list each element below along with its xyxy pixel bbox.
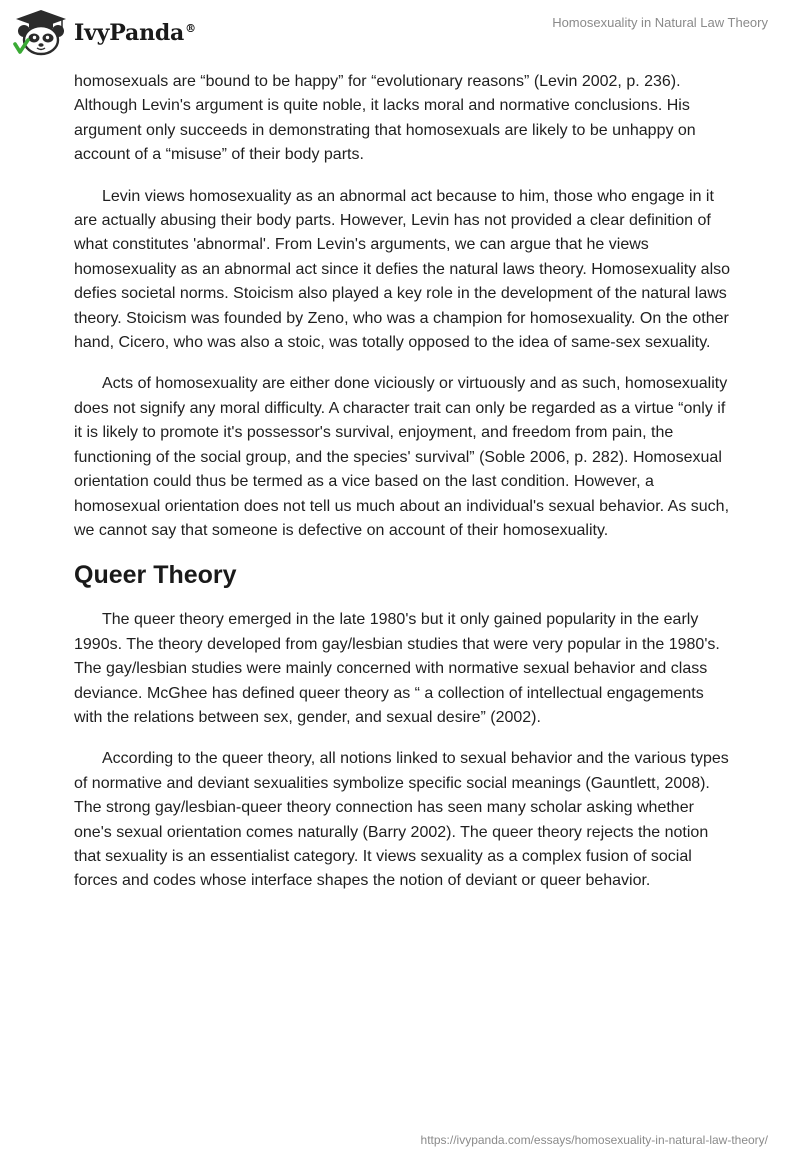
brand-name xyxy=(74,20,196,46)
paragraph: The queer theory emerged in the late 1980's but it only gained popularity in the early 1990s. The theory developed from gay/lesbian studies that were very popular in the 1980's. The gay/lesbian studies were mainly concerned with normative sexual behavior and class deviance. McGhee has defined queer theory as “ a collection of intellectual engagements with the relations between sex, gender, and sexual desire” (2002). xyxy=(74,611,720,726)
document-title: Homosexuality in Natural Law Theory xyxy=(552,15,768,30)
panda-graduate-icon xyxy=(12,8,70,58)
source-url[interactable]: https://ivypanda.com/essays/homosexuality-in-natural-law-theory/ xyxy=(420,1133,768,1147)
registered-mark: ® xyxy=(185,21,196,35)
brand-name-text: IvyPanda xyxy=(74,20,185,46)
section-heading: Queer Theory xyxy=(74,561,237,590)
page-header xyxy=(0,0,800,70)
paragraph: According to the queer theory, all notions linked to sexual behavior and the various types of normative and deviant sexualities symbolize specific social meanings (Gauntlett, 2008). The strong gay/lesbian-queer theory connection has seen many scholar asking whether one's sexual orientation comes naturally (Barry 2002). The queer theory rejects the notion that sexuality is an essentialist category. It views sexuality as a complex fusion of social forces and codes whose interface shapes the notion of deviant or queer behavior. xyxy=(74,750,729,890)
paragraph: homosexuals are “bound to be happy” for “evolutionary reasons” (Levin 2002, p. 236). Although Levin's argument is quite noble, it lacks moral and normative conclusions. His argument only succeeds in demonstrating that homosexuals are likely to be unhappy on account of a “misuse” of their body parts. xyxy=(74,73,696,164)
paragraph: Acts of homosexuality are either done viciously or virtuously and as such, homosexuality does not signify any moral difficulty. A character trait can only be regarded as a virtue “only if it is likely to promote it's possessor's survival, enjoyment, and freedom from pain, the functioning of the social group, and the species' survival” (Soble 2006, p. 282). Homosexual orientation could thus be termed as a vice based on the last condition. However, a homosexual orientation does not tell us much about an individual's sexual behavior. As such, we cannot say that someone is defective on account of their homosexuality. xyxy=(74,375,730,539)
article-body xyxy=(74,70,734,911)
brand-logo[interactable] xyxy=(12,8,196,58)
paragraph: Levin views homosexuality as an abnormal act because to him, those who engage in it are actually abusing their body parts. However, Levin has not provided a clear definition of what constitutes 'abnormal'. From Levin's arguments, we can argue that he views homosexuality as an abnormal act since it defies the natural laws theory. Homosexuality also defies societal norms. Stoicism also played a key role in the development of the natural laws theory. Stoicism was founded by Zeno, who was a champion for homosexuality. On the other hand, Cicero, who was also a stoic, was totally opposed to the idea of same-sex sexuality. xyxy=(74,187,731,352)
